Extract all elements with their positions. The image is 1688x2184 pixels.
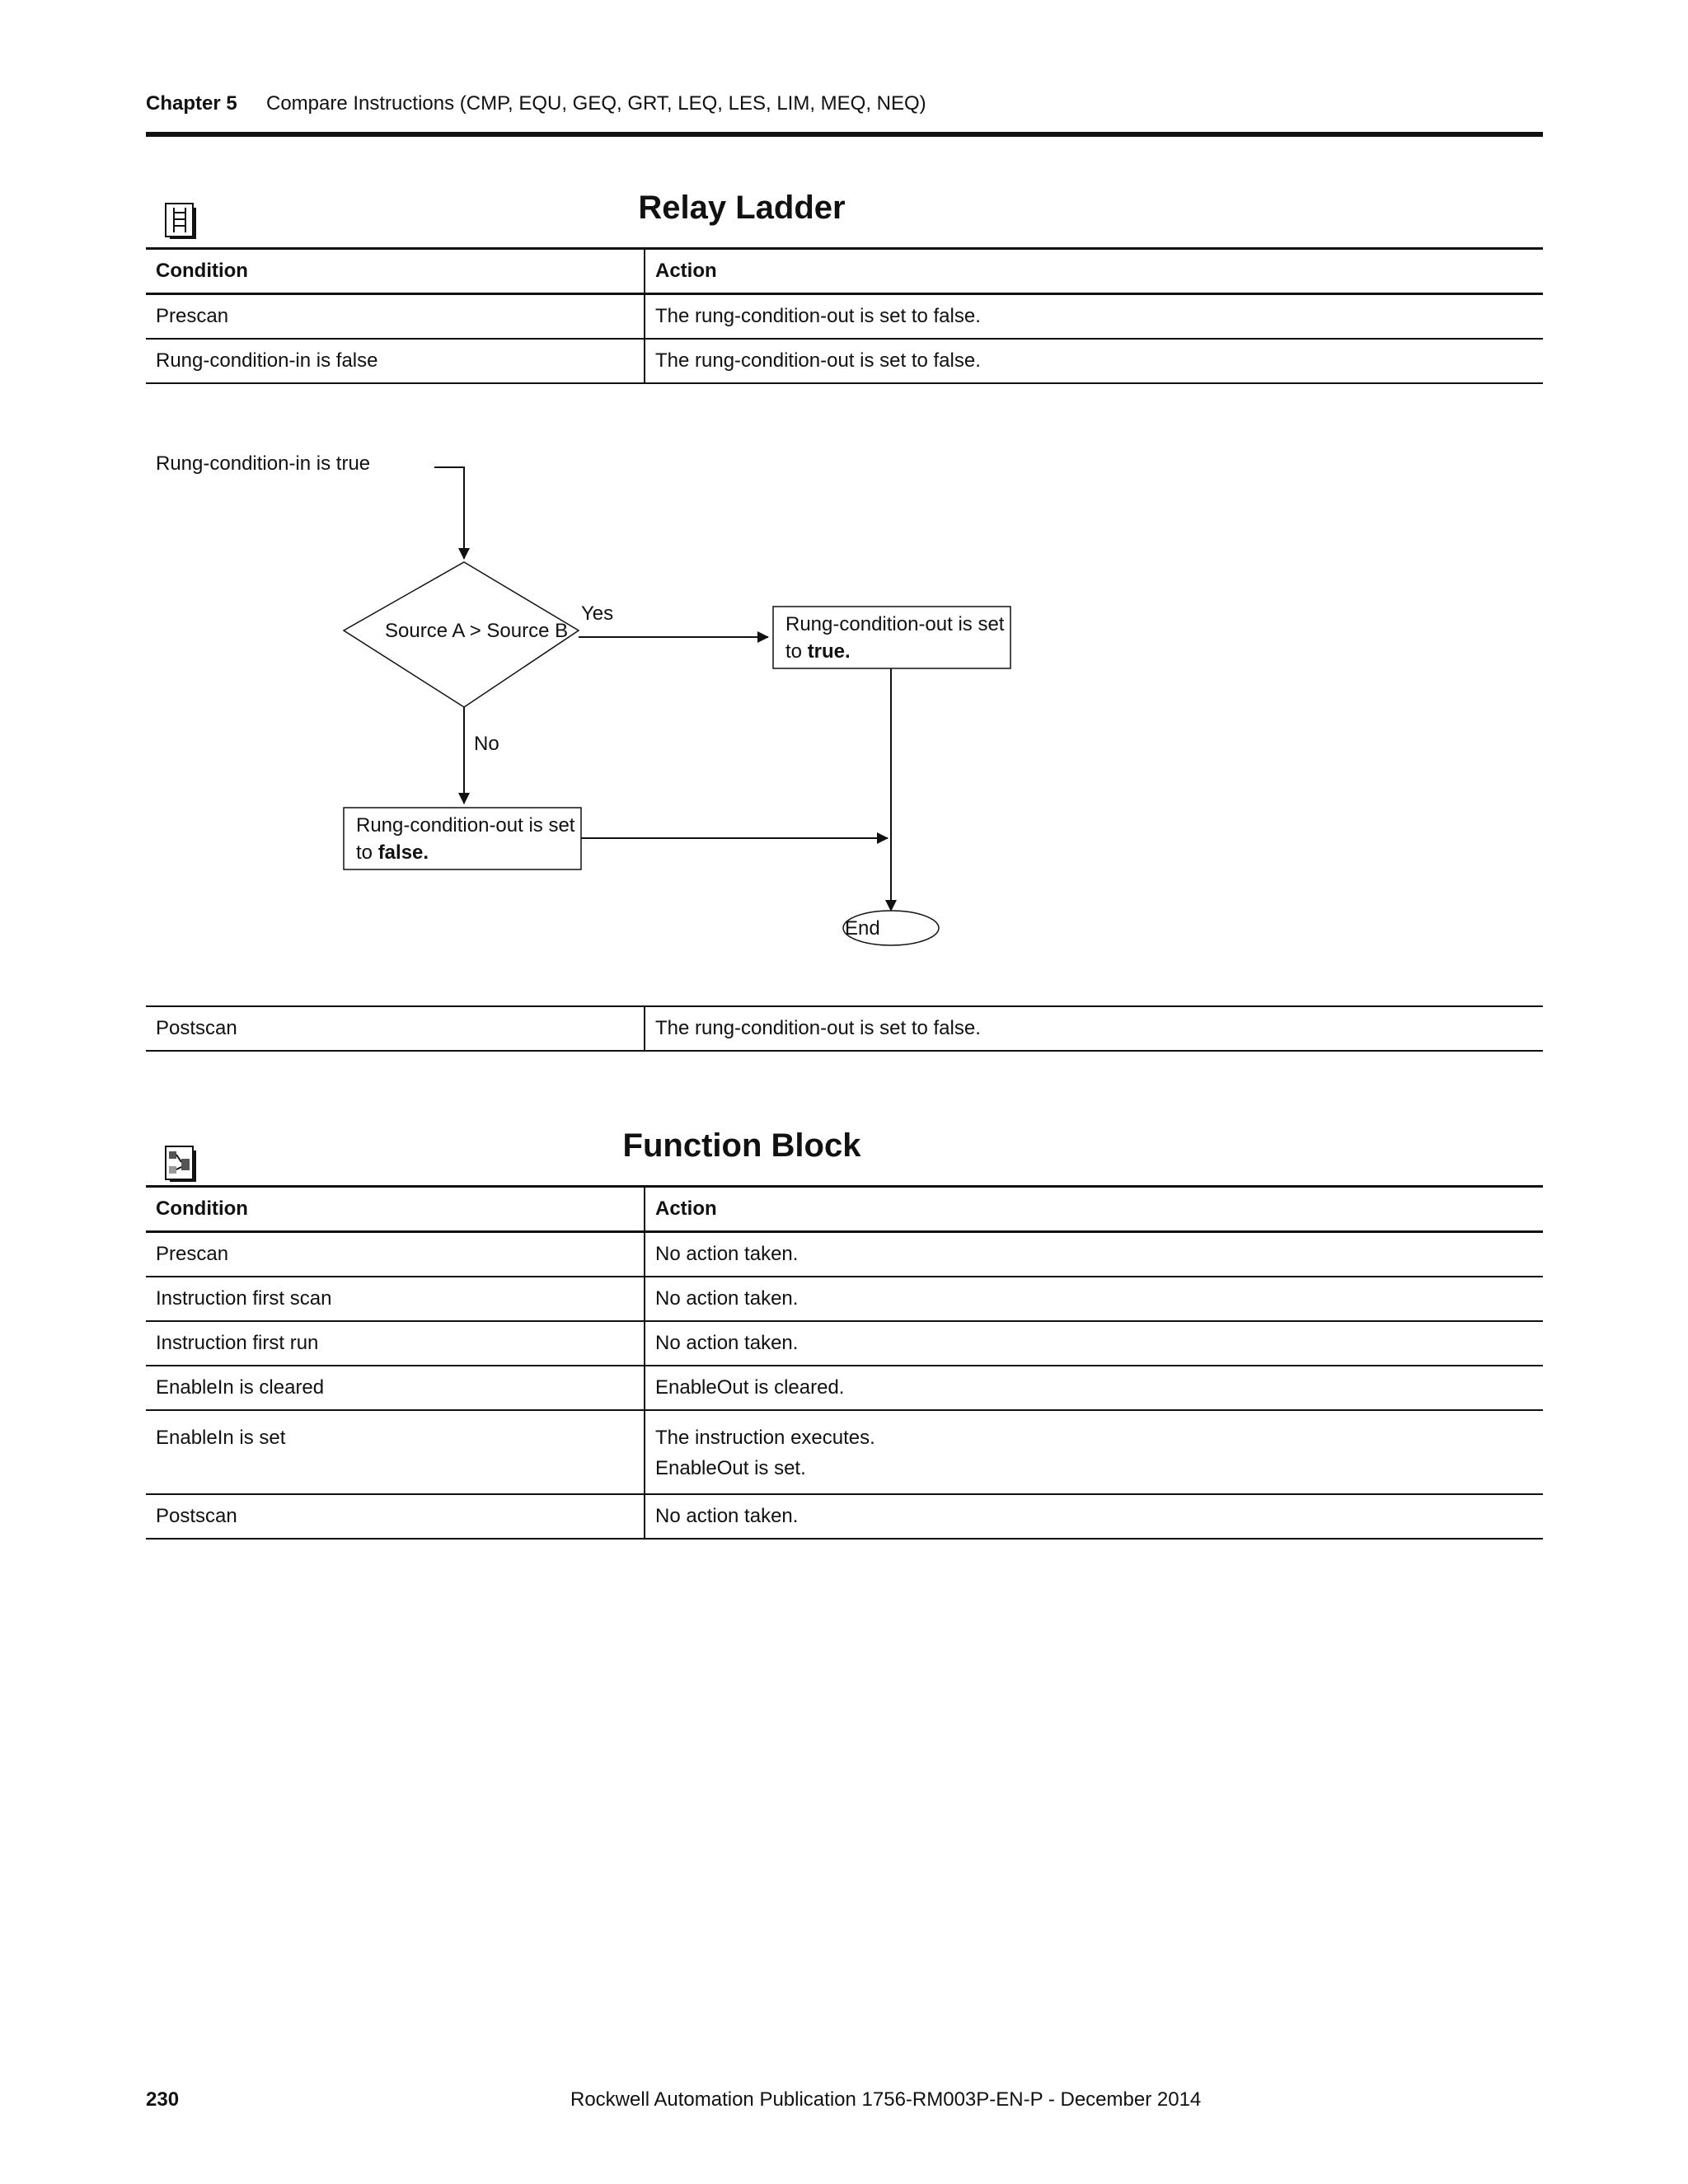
relay-ladder-title: Relay Ladder xyxy=(638,190,846,226)
action-cell: The rung-condition-out is set to false. xyxy=(645,294,1543,340)
start-label: Rung-condition-in is true xyxy=(156,452,371,475)
table-row xyxy=(146,1277,1543,1321)
condition-cell: Prescan xyxy=(146,1232,645,1277)
condition-cell: Instruction first scan xyxy=(146,1277,645,1321)
condition-cell: Rung-condition-in is false xyxy=(146,339,645,383)
publication-info: Rockwell Automation Publication 1756-RM003P-EN-P - December 2014 xyxy=(570,2088,1202,2111)
table-row xyxy=(146,294,1543,340)
function-block-title: Function Block xyxy=(622,1127,861,1164)
action-header: Action xyxy=(645,1187,1543,1232)
page-number: 230 xyxy=(146,2088,180,2111)
false-box-line1: Rung-condition-out is set xyxy=(356,814,575,837)
false-box-line2: to false. xyxy=(356,841,429,864)
start-connector xyxy=(434,467,464,559)
action-cell: EnableOut is cleared. xyxy=(645,1366,1543,1410)
action-cell: No action taken. xyxy=(645,1277,1543,1321)
decision-label: Source A > Source B xyxy=(385,620,569,642)
action-cell: No action taken. xyxy=(645,1494,1543,1539)
chapter-title: Compare Instructions (CMP, EQU, GEQ, GRT, LEQ, LES, LIM, MEQ, NEQ) xyxy=(266,92,926,115)
no-label: No xyxy=(474,733,499,755)
table-row xyxy=(146,1494,1543,1539)
condition-header: Condition xyxy=(146,1187,645,1232)
true-box-line1: Rung-condition-out is set xyxy=(785,613,1005,635)
action-line: The instruction executes. xyxy=(655,1427,875,1449)
condition-cell: Instruction first run xyxy=(146,1321,645,1366)
table-row xyxy=(146,1410,1543,1494)
function-block-table xyxy=(146,1185,1543,1540)
condition-header: Condition xyxy=(146,249,645,294)
condition-cell: Prescan xyxy=(146,294,645,340)
action-line: EnableOut is set. xyxy=(655,1457,806,1479)
ladder-icon xyxy=(163,201,198,239)
condition-cell: EnableIn is set xyxy=(146,1410,645,1494)
relay-ladder-flowchart xyxy=(146,429,1053,972)
condition-cell: Postscan xyxy=(146,1494,645,1539)
end-label: End xyxy=(845,917,880,940)
action-cell: No action taken. xyxy=(645,1321,1543,1366)
table-row xyxy=(146,339,1543,383)
header-rule xyxy=(146,132,1543,137)
chapter-label: Chapter 5 xyxy=(146,92,237,115)
condition-cell: EnableIn is cleared xyxy=(146,1366,645,1410)
action-header: Action xyxy=(645,249,1543,294)
table-row xyxy=(146,1321,1543,1366)
action-cell xyxy=(645,1410,1543,1494)
yes-label: Yes xyxy=(581,602,614,625)
action-cell: No action taken. xyxy=(645,1232,1543,1277)
table-row xyxy=(146,1006,1543,1051)
action-cell: The rung-condition-out is set to false. xyxy=(645,1006,1543,1051)
condition-cell: Postscan xyxy=(146,1006,645,1051)
relay-ladder-table xyxy=(146,247,1543,384)
relay-ladder-postscan-table xyxy=(146,1005,1543,1052)
true-box-line2: to true. xyxy=(785,640,851,663)
table-row xyxy=(146,1232,1543,1277)
table-row xyxy=(146,1366,1543,1410)
function-block-icon xyxy=(163,1144,198,1182)
action-cell: The rung-condition-out is set to false. xyxy=(645,339,1543,383)
